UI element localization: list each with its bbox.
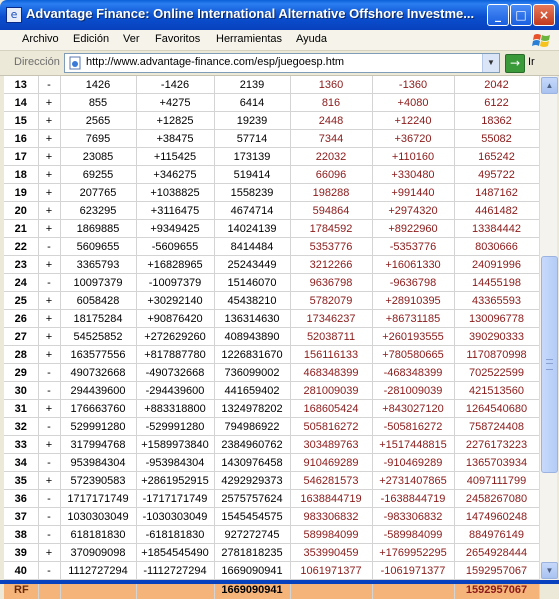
stake-b-cell: 9636798 <box>290 274 372 292</box>
table-row <box>4 562 539 580</box>
result-b-cell: +260193555 <box>372 328 454 346</box>
balance-a-cell: 441659402 <box>214 382 290 400</box>
balance-b-cell: 421513560 <box>454 382 539 400</box>
result-cell: +3116475 <box>136 202 214 220</box>
round-number-cell: 27 <box>4 328 38 346</box>
maximize-button[interactable]: □ <box>510 4 532 26</box>
table-row <box>4 508 539 526</box>
stake-cell: 54525852 <box>60 328 136 346</box>
result-cell: -618181830 <box>136 526 214 544</box>
stake-b-cell: 17346237 <box>290 310 372 328</box>
result-cell: +2861952915 <box>136 472 214 490</box>
stake-cell: 1112727294 <box>60 562 136 580</box>
go-button[interactable]: Ir <box>528 56 535 68</box>
sign-cell: - <box>38 490 60 508</box>
result-b-cell: -589984099 <box>372 526 454 544</box>
balance-b-cell: 2654928444 <box>454 544 539 562</box>
round-number-cell: 13 <box>4 76 38 94</box>
stake-b-cell: 505816272 <box>290 418 372 436</box>
sign-cell: + <box>38 166 60 184</box>
stake-b-cell: 303489763 <box>290 436 372 454</box>
round-number-cell: 37 <box>4 508 38 526</box>
address-label: Dirección <box>14 56 60 68</box>
stake-cell: 5609655 <box>60 238 136 256</box>
stake-cell: 294439600 <box>60 382 136 400</box>
balance-b-cell: 165242 <box>454 148 539 166</box>
round-number-cell: 21 <box>4 220 38 238</box>
result-b-cell: +16061330 <box>372 256 454 274</box>
stake-cell: 1869885 <box>60 220 136 238</box>
table-row <box>4 292 539 310</box>
summary-label: RF <box>4 580 38 599</box>
balance-a-cell: 8414484 <box>214 238 290 256</box>
table-row <box>4 274 539 292</box>
balance-b-cell: 390290333 <box>454 328 539 346</box>
address-bar <box>0 51 559 76</box>
balance-b-cell: 495722 <box>454 166 539 184</box>
scroll-up-icon[interactable]: ▲ <box>541 77 558 94</box>
balance-a-cell: 1430976458 <box>214 454 290 472</box>
table-row <box>4 382 539 400</box>
table-row <box>4 310 539 328</box>
stake-cell: 623295 <box>60 202 136 220</box>
page-content <box>4 76 539 580</box>
address-url: http://www.advantage-finance.com/esp/juegoesp.htm <box>86 56 344 68</box>
balance-b-cell: 1487162 <box>454 184 539 202</box>
round-number-cell: 30 <box>4 382 38 400</box>
round-number-cell: 38 <box>4 526 38 544</box>
menu-favoritos[interactable]: Favoritos <box>155 33 200 45</box>
table-row <box>4 418 539 436</box>
round-number-cell: 35 <box>4 472 38 490</box>
balance-a-cell: 1558239 <box>214 184 290 202</box>
menu-bar <box>0 30 559 51</box>
table-row <box>4 202 539 220</box>
grip-icon <box>546 359 553 370</box>
result-b-cell: -910469289 <box>372 454 454 472</box>
balance-a-cell: 1545454575 <box>214 508 290 526</box>
address-input[interactable] <box>64 53 500 73</box>
stake-cell: 3365793 <box>60 256 136 274</box>
window-title: Advantage Finance: Online International Alternative Offshore Investme... <box>26 6 481 21</box>
stake-b-cell: 7344 <box>290 130 372 148</box>
balance-b-cell: 18362 <box>454 112 539 130</box>
round-number-cell: 28 <box>4 346 38 364</box>
minimize-button[interactable]: _ <box>487 4 509 26</box>
round-number-cell: 26 <box>4 310 38 328</box>
result-cell: +1589973840 <box>136 436 214 454</box>
stake-b-cell: 3212266 <box>290 256 372 274</box>
balance-b-cell: 1474960248 <box>454 508 539 526</box>
stake-cell: 23085 <box>60 148 136 166</box>
sign-cell: - <box>38 274 60 292</box>
sign-cell: - <box>38 382 60 400</box>
vertical-scrollbar[interactable] <box>539 76 557 580</box>
stake-cell: 953984304 <box>60 454 136 472</box>
round-number-cell: 32 <box>4 418 38 436</box>
game-table <box>4 76 540 599</box>
balance-a-cell: 408943890 <box>214 328 290 346</box>
table-row <box>4 130 539 148</box>
stake-cell: 176663760 <box>60 400 136 418</box>
menu-archivo[interactable]: Archivo <box>22 33 59 45</box>
result-cell: +4275 <box>136 94 214 112</box>
result-b-cell: +8922960 <box>372 220 454 238</box>
sign-cell: + <box>38 292 60 310</box>
stake-cell: 69255 <box>60 166 136 184</box>
round-number-cell: 15 <box>4 112 38 130</box>
sign-cell: - <box>38 418 60 436</box>
stake-cell: 163577556 <box>60 346 136 364</box>
result-cell: +16828965 <box>136 256 214 274</box>
title-bar[interactable] <box>0 0 559 30</box>
table-row <box>4 184 539 202</box>
balance-b-cell: 55082 <box>454 130 539 148</box>
sign-cell: + <box>38 472 60 490</box>
result-cell: -490732668 <box>136 364 214 382</box>
table-row <box>4 436 539 454</box>
result-cell: +883318800 <box>136 400 214 418</box>
table-row <box>4 490 539 508</box>
stake-b-cell: 5782079 <box>290 292 372 310</box>
table-row <box>4 112 539 130</box>
table-row <box>4 76 539 94</box>
balance-a-cell: 736099002 <box>214 364 290 382</box>
sign-cell: + <box>38 112 60 130</box>
stake-b-cell: 546281573 <box>290 472 372 490</box>
balance-a-cell: 173139 <box>214 148 290 166</box>
result-cell: +12825 <box>136 112 214 130</box>
result-b-cell: -983306832 <box>372 508 454 526</box>
round-number-cell: 17 <box>4 148 38 166</box>
balance-a-cell: 927272745 <box>214 526 290 544</box>
result-cell: -10097379 <box>136 274 214 292</box>
result-b-cell: +843027120 <box>372 400 454 418</box>
result-cell: +1854545490 <box>136 544 214 562</box>
menu-ayuda[interactable]: Ayuda <box>296 33 327 45</box>
round-number-cell: 39 <box>4 544 38 562</box>
balance-a-cell: 2139 <box>214 76 290 94</box>
stake-b-cell: 2448 <box>290 112 372 130</box>
balance-a-cell: 1669090941 <box>214 562 290 580</box>
balance-a-cell: 25243449 <box>214 256 290 274</box>
table-row <box>4 544 539 562</box>
round-number-cell: 18 <box>4 166 38 184</box>
sign-cell: - <box>38 76 60 94</box>
sign-cell: + <box>38 94 60 112</box>
balance-a-cell: 14024139 <box>214 220 290 238</box>
sign-cell: + <box>38 202 60 220</box>
result-cell: +30292140 <box>136 292 214 310</box>
menu-edicion[interactable]: Edición <box>73 33 109 45</box>
round-number-cell: 23 <box>4 256 38 274</box>
stake-cell: 18175284 <box>60 310 136 328</box>
round-number-cell: 25 <box>4 292 38 310</box>
result-b-cell: +1517448815 <box>372 436 454 454</box>
balance-a-cell: 2781818235 <box>214 544 290 562</box>
table-row <box>4 526 539 544</box>
balance-b-cell: 2276173223 <box>454 436 539 454</box>
result-b-cell: -505816272 <box>372 418 454 436</box>
stake-cell: 855 <box>60 94 136 112</box>
table-row <box>4 472 539 490</box>
scroll-down-icon[interactable]: ▼ <box>541 562 558 579</box>
table-row <box>4 400 539 418</box>
balance-b-cell: 4461482 <box>454 202 539 220</box>
result-cell: +90876420 <box>136 310 214 328</box>
stake-cell: 572390583 <box>60 472 136 490</box>
result-cell: -1030303049 <box>136 508 214 526</box>
sign-cell: + <box>38 256 60 274</box>
balance-b-cell: 14455198 <box>454 274 539 292</box>
round-number-cell: 34 <box>4 454 38 472</box>
balance-b-cell: 702522599 <box>454 364 539 382</box>
sign-cell: - <box>38 508 60 526</box>
stake-b-cell: 198288 <box>290 184 372 202</box>
sign-cell: + <box>38 220 60 238</box>
stake-b-cell: 468348399 <box>290 364 372 382</box>
result-cell: -1426 <box>136 76 214 94</box>
stake-cell: 1426 <box>60 76 136 94</box>
table-row <box>4 328 539 346</box>
result-b-cell: -1360 <box>372 76 454 94</box>
result-b-cell: -1061971377 <box>372 562 454 580</box>
stake-b-cell: 281009039 <box>290 382 372 400</box>
menu-ver[interactable]: Ver <box>123 33 140 45</box>
result-cell: +9349425 <box>136 220 214 238</box>
table-row <box>4 148 539 166</box>
table-row <box>4 346 539 364</box>
result-b-cell: +330480 <box>372 166 454 184</box>
balance-b-cell: 6122 <box>454 94 539 112</box>
balance-a-cell: 136314630 <box>214 310 290 328</box>
sign-cell: - <box>38 364 60 382</box>
sign-cell: + <box>38 328 60 346</box>
stake-b-cell: 1784592 <box>290 220 372 238</box>
balance-b-cell: 1592957067 <box>454 562 539 580</box>
result-cell: +817887780 <box>136 346 214 364</box>
stake-b-cell: 594864 <box>290 202 372 220</box>
balance-b-cell: 43365593 <box>454 292 539 310</box>
stake-cell: 7695 <box>60 130 136 148</box>
result-cell: +346275 <box>136 166 214 184</box>
stake-cell: 207765 <box>60 184 136 202</box>
balance-b-cell: 1264540680 <box>454 400 539 418</box>
balance-a-cell: 57714 <box>214 130 290 148</box>
stake-cell: 2565 <box>60 112 136 130</box>
result-b-cell: -9636798 <box>372 274 454 292</box>
result-b-cell: +36720 <box>372 130 454 148</box>
table-row <box>4 166 539 184</box>
stake-b-cell: 589984099 <box>290 526 372 544</box>
stake-b-cell: 1360 <box>290 76 372 94</box>
stake-b-cell: 1061971377 <box>290 562 372 580</box>
table-row <box>4 220 539 238</box>
sign-cell: - <box>38 454 60 472</box>
stake-cell: 529991280 <box>60 418 136 436</box>
balance-b-cell: 884976149 <box>454 526 539 544</box>
result-cell: -294439600 <box>136 382 214 400</box>
sign-cell: + <box>38 130 60 148</box>
table-row <box>4 256 539 274</box>
stake-b-cell: 52038711 <box>290 328 372 346</box>
result-b-cell: +28910395 <box>372 292 454 310</box>
round-number-cell: 20 <box>4 202 38 220</box>
balance-b-cell: 13384442 <box>454 220 539 238</box>
balance-b-cell: 24091996 <box>454 256 539 274</box>
stake-cell: 370909098 <box>60 544 136 562</box>
stake-b-cell: 5353776 <box>290 238 372 256</box>
round-number-cell: 36 <box>4 490 38 508</box>
sign-cell: + <box>38 400 60 418</box>
sign-cell: + <box>38 310 60 328</box>
balance-b-cell: 2042 <box>454 76 539 94</box>
balance-b-cell: 130096778 <box>454 310 539 328</box>
summary-total-red: 1592957067 <box>454 580 539 599</box>
round-number-cell: 24 <box>4 274 38 292</box>
balance-a-cell: 2384960762 <box>214 436 290 454</box>
balance-a-cell: 19239 <box>214 112 290 130</box>
result-cell: -1112727294 <box>136 562 214 580</box>
stake-cell: 490732668 <box>60 364 136 382</box>
sign-cell: + <box>38 184 60 202</box>
ie-icon: e <box>6 7 22 23</box>
close-button[interactable]: × <box>533 4 555 26</box>
result-cell: +115425 <box>136 148 214 166</box>
result-b-cell: +2974320 <box>372 202 454 220</box>
table-row <box>4 94 539 112</box>
balance-a-cell: 2575757624 <box>214 490 290 508</box>
round-number-cell: 29 <box>4 364 38 382</box>
window-bottom-border <box>0 580 559 584</box>
result-b-cell: -468348399 <box>372 364 454 382</box>
page-icon <box>68 56 82 70</box>
balance-a-cell: 45438210 <box>214 292 290 310</box>
table-row <box>4 238 539 256</box>
result-cell: -529991280 <box>136 418 214 436</box>
result-b-cell: +110160 <box>372 148 454 166</box>
round-number-cell: 14 <box>4 94 38 112</box>
table-row <box>4 364 539 382</box>
stake-b-cell: 156116133 <box>290 346 372 364</box>
summary-total-black: 1669090941 <box>214 580 290 599</box>
stake-cell: 317994768 <box>60 436 136 454</box>
balance-b-cell: 1170870998 <box>454 346 539 364</box>
round-number-cell: 16 <box>4 130 38 148</box>
balance-a-cell: 4292929373 <box>214 472 290 490</box>
sign-cell: - <box>38 526 60 544</box>
stake-cell: 10097379 <box>60 274 136 292</box>
balance-a-cell: 1324978202 <box>214 400 290 418</box>
address-dropdown-chevron-icon[interactable]: ▼ <box>482 54 499 72</box>
result-b-cell: +4080 <box>372 94 454 112</box>
balance-a-cell: 794986922 <box>214 418 290 436</box>
balance-a-cell: 4674714 <box>214 202 290 220</box>
sign-cell: + <box>38 346 60 364</box>
balance-a-cell: 519414 <box>214 166 290 184</box>
round-number-cell: 40 <box>4 562 38 580</box>
stake-b-cell: 983306832 <box>290 508 372 526</box>
result-cell: +38475 <box>136 130 214 148</box>
table-row <box>4 454 539 472</box>
stake-b-cell: 1638844719 <box>290 490 372 508</box>
round-number-cell: 22 <box>4 238 38 256</box>
result-b-cell: +991440 <box>372 184 454 202</box>
result-cell: +272629260 <box>136 328 214 346</box>
balance-a-cell: 6414 <box>214 94 290 112</box>
result-b-cell: -281009039 <box>372 382 454 400</box>
result-b-cell: +86731185 <box>372 310 454 328</box>
result-b-cell: +12240 <box>372 112 454 130</box>
balance-a-cell: 1226831670 <box>214 346 290 364</box>
sign-cell: - <box>38 562 60 580</box>
balance-b-cell: 2458267080 <box>454 490 539 508</box>
round-number-cell: 19 <box>4 184 38 202</box>
result-b-cell: -1638844719 <box>372 490 454 508</box>
go-arrow-icon[interactable]: → <box>505 54 525 73</box>
round-number-cell: 31 <box>4 400 38 418</box>
sign-cell: + <box>38 544 60 562</box>
sign-cell: + <box>38 436 60 454</box>
result-cell: +1038825 <box>136 184 214 202</box>
sign-cell: + <box>38 148 60 166</box>
stake-cell: 1030303049 <box>60 508 136 526</box>
result-cell: -1717171749 <box>136 490 214 508</box>
stake-b-cell: 66096 <box>290 166 372 184</box>
menu-herramientas[interactable]: Herramientas <box>216 33 282 45</box>
scroll-thumb[interactable] <box>541 256 558 473</box>
stake-cell: 6058428 <box>60 292 136 310</box>
result-cell: -5609655 <box>136 238 214 256</box>
balance-a-cell: 15146070 <box>214 274 290 292</box>
stake-b-cell: 910469289 <box>290 454 372 472</box>
result-b-cell: +1769952295 <box>372 544 454 562</box>
balance-b-cell: 4097111799 <box>454 472 539 490</box>
result-cell: -953984304 <box>136 454 214 472</box>
balance-b-cell: 758724408 <box>454 418 539 436</box>
stake-b-cell: 22032 <box>290 148 372 166</box>
result-b-cell: -5353776 <box>372 238 454 256</box>
windows-flag-logo <box>531 32 553 50</box>
balance-b-cell: 1365703934 <box>454 454 539 472</box>
result-b-cell: +2731407865 <box>372 472 454 490</box>
stake-cell: 618181830 <box>60 526 136 544</box>
stake-b-cell: 816 <box>290 94 372 112</box>
sign-cell: - <box>38 238 60 256</box>
stake-b-cell: 353990459 <box>290 544 372 562</box>
round-number-cell: 33 <box>4 436 38 454</box>
stake-cell: 1717171749 <box>60 490 136 508</box>
result-b-cell: +780580665 <box>372 346 454 364</box>
balance-b-cell: 8030666 <box>454 238 539 256</box>
stake-b-cell: 168605424 <box>290 400 372 418</box>
